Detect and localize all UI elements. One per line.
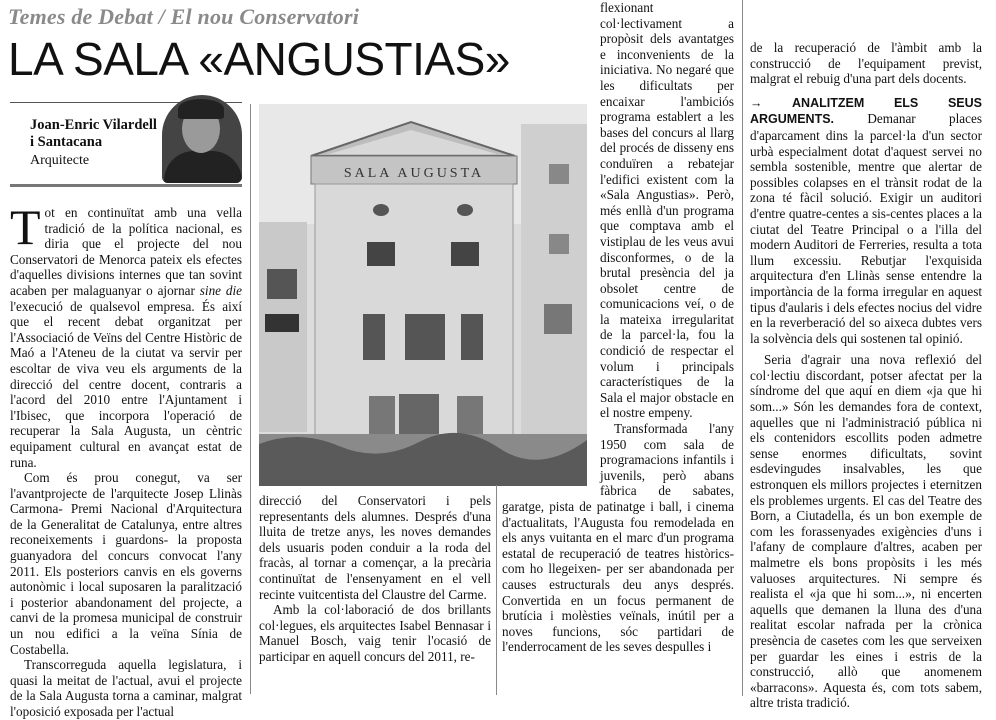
drop-cap: T [10, 199, 41, 255]
section-heading: Temes de Debat / El nou Conservatori [8, 4, 360, 29]
column-rule [742, 0, 743, 696]
author-box [10, 102, 242, 185]
column-4 [750, 40, 982, 711]
paragraph: Amb la col·laboració de dos brillants col·legues, els arquitectes Isabel Bennasar i Manuel Bosch, vaig tenir l'ocasió de participar en aquell concurs del 2011, re- [259, 602, 491, 664]
paragraph: → ANALITZEM ELS SEUS ARGUMENTS. Demanar places d'aparcament dins la parcel·la d'un sector urbà especialment dotat d'aquest servei no sembla sostenible, mentre que alertar de possibles colapses en el trànsit rodat de la zona té fàcil solució. Exigir un auditori d'entre quatre-centes a sis-centes places a la ciutat del Teatre Principal o a l'illa del modern Auditori de Ferreries, resulta a tota llum excessiu. Rebutjar l'exquisida arquitectura d'en Llinàs sense entendre la importància de la forma irregular en aquest tipus d'aularis i dels efectes nocius del vidre en la reverberació del so aixeca dubtes vers la solvència dels qui sostenen tal opinió. [750, 95, 982, 346]
column-1 [10, 199, 242, 720]
facade-sign: SALA AUGUSTA [343, 166, 485, 181]
column-rule [496, 485, 497, 695]
paragraph: de la recuperació de l'àmbit amb la construcció de l'equipament previst, malgrat el rebuig d'una part dels docents. [750, 40, 982, 87]
paragraph: direcció del Conservatori i pels representants dels alumnes. Després d'una lluita de tretze anys, les noves demandes dels usuaris poden conduir a la roda del fracàs, al tornar a començar, a la precària continuïtat de l'ensenyament en el vell recinte vuitcentista del Claustre del Carme. [259, 493, 491, 602]
paragraph: Transcorreguda aquella legislatura, i quasi la meitat de l'actual, avui el projecte de la Sala Augusta torna a caminar, malgrat l'oposició exposada per l'actual [10, 657, 242, 719]
paragraph: Seria d'agrair una nova reflexió del col·lectiu discordant, potser afectat per la síndrome del que aquí en diem «ja que hi som...» Són les demandes fora de context, aquelles que ni l'administració pública ni els contenidors escollits poden admetre sense enormes dificultats, sovint esdevingudes insalvables, les que estronquen els millors projectes i eternitzen els problemes urgents. El cas del Teatre des Born, a Ciutadella, és un bon exemple de com les forassenyades exigències d'uns i l'afany de complaure d'altres, acaben per malmetre els bons propòsits i les més valuoses arquitectures. Ni sempre és realista el «ja que hi som...», ni encerten aquells que demanen la lluna des d'una realitat escolar nafrada per la crònica presència de casetes com les que serveixen per guardar les eines i estris de la construcció, allò que anomenem «barracons». Aquesta és, com tots sabem, altre trista tradició. [750, 352, 982, 711]
column-2 [259, 493, 491, 665]
subhead-arrow-icon: → [750, 95, 763, 110]
column-rule [250, 104, 251, 694]
paragraph: flexionant col·lectivament a propòsit dels avantatges e inconvenients de la iniciativa. No negaré que les dificultats per encaixar l'ambiciós programa establert a les bases del concurs al llarg del procés de disseny ens conduïren a rebatejar l'edifici existent com la «Sala Angustias». Però, més enllà d'un programa que comptava amb el vistiplau de les veus avui disconformes, o de la brutal presència del ja obsolet centre de comunicacions veí, o de la mateixa irregularitat de la parcel·la, fou la condició de respectar el volum i principals característiques de la Sala el major obstacle en el nostre empeny. [600, 0, 734, 421]
author-box-underline [10, 184, 242, 187]
subheading: ANALITZEM ELS SEUS ARGUMENTS. [750, 95, 982, 127]
author-portrait [162, 95, 242, 183]
paragraph: Transformada l'any 1950 com sala de programacions infantils i juvenils, però abans fàbrica de sabates, garatge, pista de patinatge i ball, i cinema d'actualitats, l'Augusta fou remodelada en els anys vuitanta en el marc d'un programa estatal de recuperació de teatres històrics- com ho llegeixen- per ser abandonada per causes estructurals deu anys després. Convertida en un focus permanent de brutícia i molèsties veïnals, inútil per a noves funcions, sóc partidari de l'enderrocament de les seves despulles i [502, 421, 734, 655]
paragraph: Com és prou conegut, va ser l'avantprojecte de l'arquitecte Josep Llinàs Carmona- Premi Nacional d'Arquitectura de la Generalitat de Catalunya, entre altres reconeixements i guardons- la proposta guanyadora del concurs convocat l'any 2011. Els posteriors canvis en els governs autonòmic i local suposaren la paralització i posterior abandonament del projecte, a canvi de la promesa municipal de construir un nou edifici a la veïna Sínia de Costabella. [10, 470, 242, 657]
author-role: Arquitecte [30, 153, 90, 168]
article-title: LA SALA «ANGUSTIAS» [8, 33, 510, 85]
paragraph: Tot en continuïtat amb una vella tradició de la política nacional, es diria que el projecte del nou Conservatori de Menorca pateix els efectes d'aquelles divisions internes que tan sovint acaben per malaguanyar o ajornar sine die l'execució de qualsevol empresa. És així que el recent debat organitzat per l'Associació de Veïns del Centre Històric de Maó a l'Ateneu de la ciutat va servir per escoltar de viva veu els arguments de la direcció del centre docent, contraris a l'acord del 2010 entre l'Ajuntament i l'Ibisec, que incorpora l'operació de recuperar la Sala Augusta, un cèntric equipament cultural en avançat estat de runa. [10, 199, 242, 470]
column-3 [502, 0, 734, 655]
author-name: Joan-Enric Vilardell i Santacana [30, 117, 157, 150]
